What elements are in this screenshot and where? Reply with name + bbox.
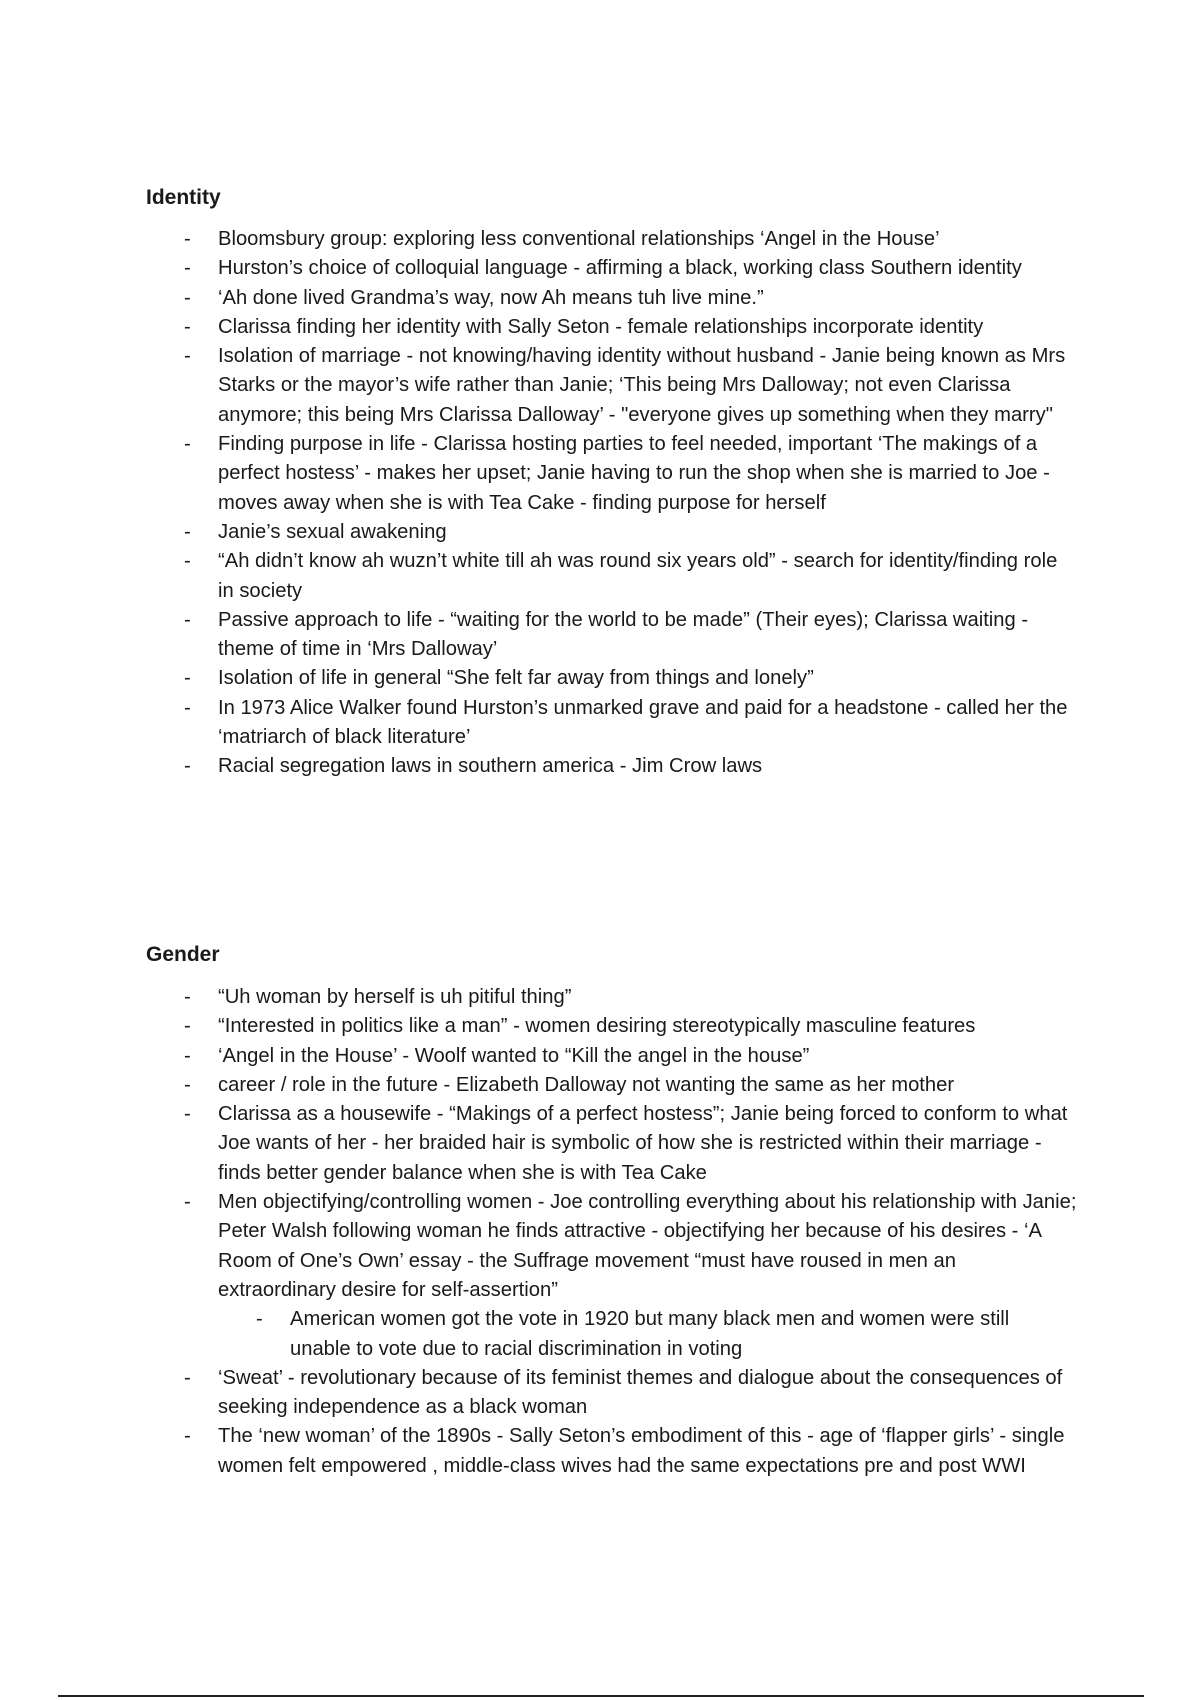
list-item-text: The ‘new woman’ of the 1890s - Sally Seton’s embodiment of this - age of ‘flapper girls’ - single women felt empowered , middle-class wives had the same expectations pre and post WWI (218, 1425, 1065, 1477)
list-item-text: ‘Ah done lived Grandma’s way, now Ah means tuh live mine.” (218, 286, 764, 309)
list-item-text: Bloomsbury group: exploring less conventional relationships ‘Angel in the House’ (218, 228, 940, 250)
bullet-marker: - (184, 1015, 191, 1038)
list-item-text: Janie’s sexual awakening (218, 520, 447, 543)
list-item-text: “Interested in politics like a man” - women desiring stereotypically masculine features (218, 1015, 976, 1038)
list-item (0, 1100, 1078, 1188)
list-item (0, 694, 1078, 753)
list-item-text: Isolation of life in general “She felt far away from things and lonely” (218, 667, 814, 690)
bullet-marker: - (184, 315, 191, 338)
list-item (0, 313, 1078, 342)
list-item (0, 225, 1078, 254)
list-item (0, 284, 1078, 313)
list-item (0, 606, 1078, 665)
list-item-text: Passive approach to life - “waiting for the world to be made” (Their eyes); Clarissa waiting - theme of time in ‘Mrs Dalloway’ (218, 608, 1029, 661)
gender-bullet-list (0, 983, 1200, 1481)
section-heading-gender: Gender (146, 943, 220, 966)
bullet-marker: - (184, 257, 191, 280)
list-item (0, 342, 1078, 430)
bullet-marker: - (184, 550, 191, 573)
bullet-marker: - (184, 228, 191, 250)
list-item (0, 1364, 1078, 1423)
list-item-text: Clarissa as a housewife - “Makings of a perfect hostess”; Janie being forced to conform to what Joe wants of her - her braided hair is symbolic of how she is restricted within their marriage - finds better gender balance when she is with Tea Cake (218, 1103, 1068, 1184)
list-item-text: Finding purpose in life - Clarissa hosting parties to feel needed, important ‘The makings of a perfect hostess’ - makes her upset; Janie having to run the shop when she is married to Joe - moves away when she is with Tea Cake - finding purpose for herself (218, 433, 1050, 514)
list-item (0, 518, 1078, 547)
list-item (0, 752, 1078, 781)
list-item-text: Clarissa finding her identity with Sally Seton - female relationships incorporate identity (218, 315, 984, 338)
list-item-text: In 1973 Alice Walker found Hurston’s unmarked grave and paid for a headstone - called her the ‘matriarch of black literature’ (218, 696, 1068, 749)
list-item-text: American women got the vote in 1920 but many black men and women were still unable to vote due to racial discrimination in voting (290, 1308, 1010, 1360)
identity-bullet-list (0, 225, 1200, 782)
bullet-marker: - (184, 286, 191, 309)
list-item-text: “Ah didn’t know ah wuzn’t white till ah was round six years old” - search for identity/finding role in society (218, 550, 1058, 602)
list-item-text: Men objectifying/controlling women - Joe controlling everything about his relationship with Janie; Peter Walsh following woman he finds attractive - objectifying her because of his desires - ‘A Room of One’s Own’ essay - the Suffrage movement “must have roused in men an extraordinary desire for self-assertion” (218, 1191, 1077, 1301)
bullet-marker: - (184, 667, 191, 690)
list-item (0, 547, 1078, 606)
page-bottom-divider (58, 1695, 1144, 1697)
list-item (0, 664, 1078, 693)
list-item-text: “Uh woman by herself is uh pitiful thing” (218, 986, 572, 1008)
list-item (0, 430, 1078, 518)
bullet-marker: - (184, 520, 191, 543)
list-item-text: Racial segregation laws in southern america - Jim Crow laws (218, 755, 763, 778)
bullet-marker: - (184, 696, 191, 719)
list-item-text: ‘Angel in the House’ - Woolf wanted to “Kill the angel in the house” (218, 1044, 810, 1067)
bullet-marker: - (184, 1425, 191, 1448)
list-item (0, 1012, 1078, 1041)
sub-list-item (0, 1305, 1050, 1364)
list-item-text: Isolation of marriage - not knowing/having identity without husband - Janie being known as Mrs Starks or the mayor’s wife rather than Janie; ‘This being Mrs Dalloway; not even Clarissa anymore; this being Mrs Clarissa Dalloway’ - "everyone gives up something when they marry" (218, 345, 1066, 426)
bullet-marker: - (184, 1073, 191, 1096)
bullet-marker: - (184, 433, 191, 456)
list-item (0, 1042, 1078, 1071)
list-item (0, 983, 1078, 1012)
list-item-text: Hurston’s choice of colloquial language - affirming a black, working class Southern identity (218, 257, 1022, 280)
bullet-marker: - (184, 1191, 191, 1214)
bullet-marker: - (184, 755, 191, 778)
bullet-marker: - (184, 1044, 191, 1067)
bullet-marker: - (184, 1103, 191, 1126)
list-item (0, 1422, 1078, 1481)
bullet-marker: - (256, 1308, 263, 1331)
list-item (0, 1188, 1078, 1305)
list-item (0, 1071, 1078, 1100)
bullet-marker: - (184, 986, 191, 1008)
bullet-marker: - (184, 345, 191, 368)
list-item-text: ‘Sweat’ - revolutionary because of its feminist themes and dialogue about the consequences of seeking independence as a black woman (218, 1366, 1063, 1419)
section-heading-identity: Identity (146, 186, 221, 209)
bullet-marker: - (184, 608, 191, 631)
list-item-text: career / role in the future - Elizabeth Dalloway not wanting the same as her mother (218, 1073, 955, 1096)
list-item (0, 254, 1078, 283)
bullet-marker: - (184, 1366, 191, 1389)
